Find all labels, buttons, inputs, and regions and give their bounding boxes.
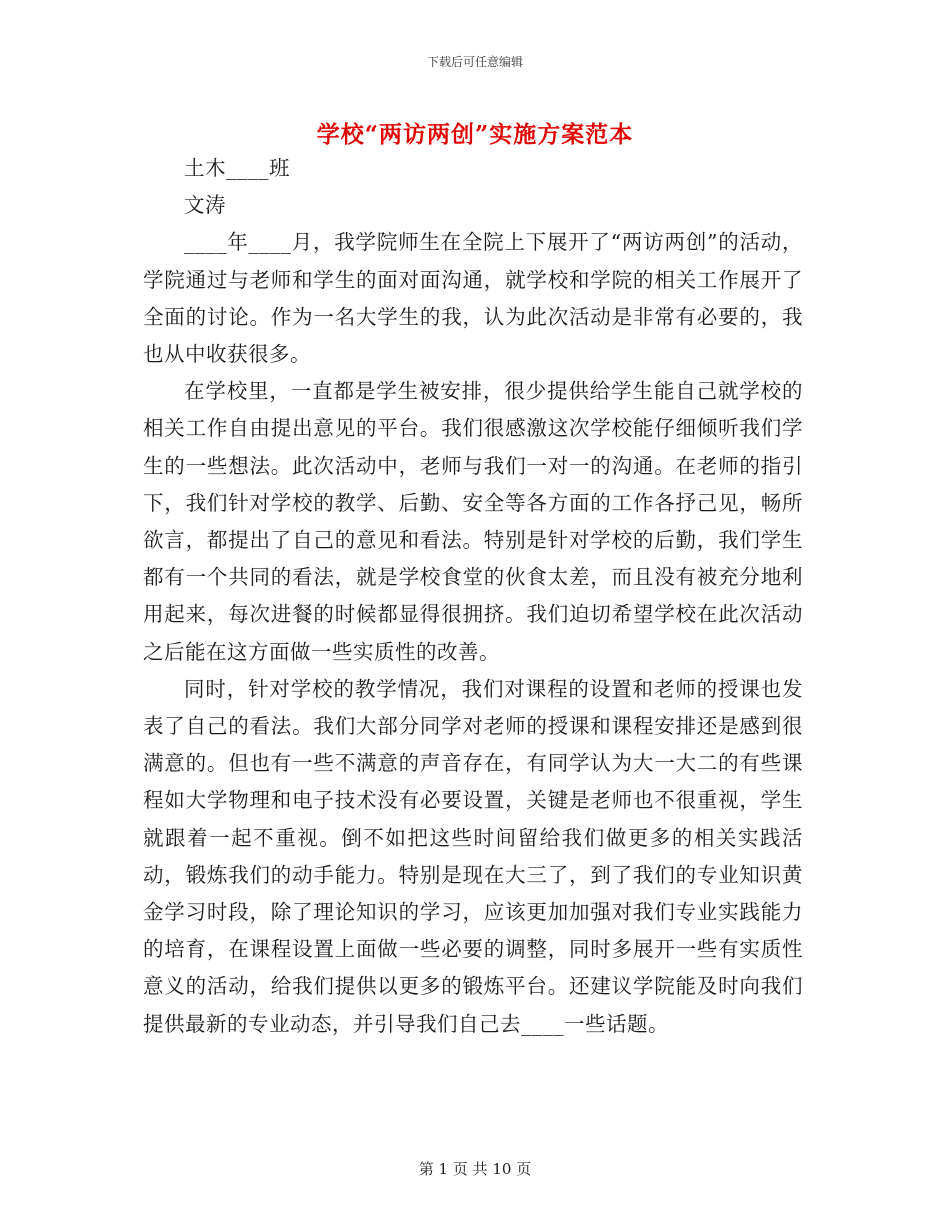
paragraph-1: ____年____月，我学院师生在全院上下展开了“两访两创”的活动，学院通过与老师和学生的面对面沟通，就学校和学院的相关工作展开了全面的讨论。作为一名大学生的我，认为此次活动是非常有必要的，我也从中收获很多。 <box>143 230 803 367</box>
document-title: 学校“两访两创”实施方案范本 <box>316 121 634 148</box>
class-line: 土木____班 <box>184 156 290 180</box>
author-line: 文涛 <box>184 193 226 218</box>
paragraph-2: 在学校里，一直都是学生被安排，很少提供给学生能自己就学校的相关工作自由提出意见的平台。我们很感激这次学校能仔细倾听我们学生的一些想法。此次活动中，老师与我们一对一的沟通。在老师的指引下，我们针对学校的教学、后勤、安全等各方面的工作各抒己见，畅所欲言，都提出了自己的意见和看法。特别是针对学校的后勤，我们学生都有一个共同的看法，就是学校食堂的伙食太差，而且没有被充分地利用起来，每次进餐的时候都显得很拥挤。我们迫切希望学校在此次活动之后能在这方面做一些实质性的改善。 <box>143 379 803 664</box>
page-number: 第 1 页 共 10 页 <box>418 1160 532 1178</box>
document-body <box>143 150 803 1043</box>
paragraph-3: 同时，针对学校的教学情况，我们对课程的设置和老师的授课也发表了自己的看法。我们大部分同学对老师的授课和课程安排还是感到很满意的。但也有一些不满意的声音存在，有同学认为大一大二的有些课程如大学物理和电子技术没有必要设置，关键是老师也不很重视，学生就跟着一起不重视。倒不如把这些时间留给我们做更多的相关实践活动，锻炼我们的动手能力。特别是现在大三了，到了我们的专业知识黄金学习时段，除了理论知识的学习，应该更加加强对我们专业实践能力的培育，在课程设置上面做一些必要的调整，同时多展开一些有实质性意义的活动，给我们提供以更多的锻炼平台。还建议学院能及时向我们提供最新的专业动态，并引导我们自己去____一些话题。 <box>143 676 803 1036</box>
page-header-note: 下载后可任意编辑 <box>426 55 523 69</box>
